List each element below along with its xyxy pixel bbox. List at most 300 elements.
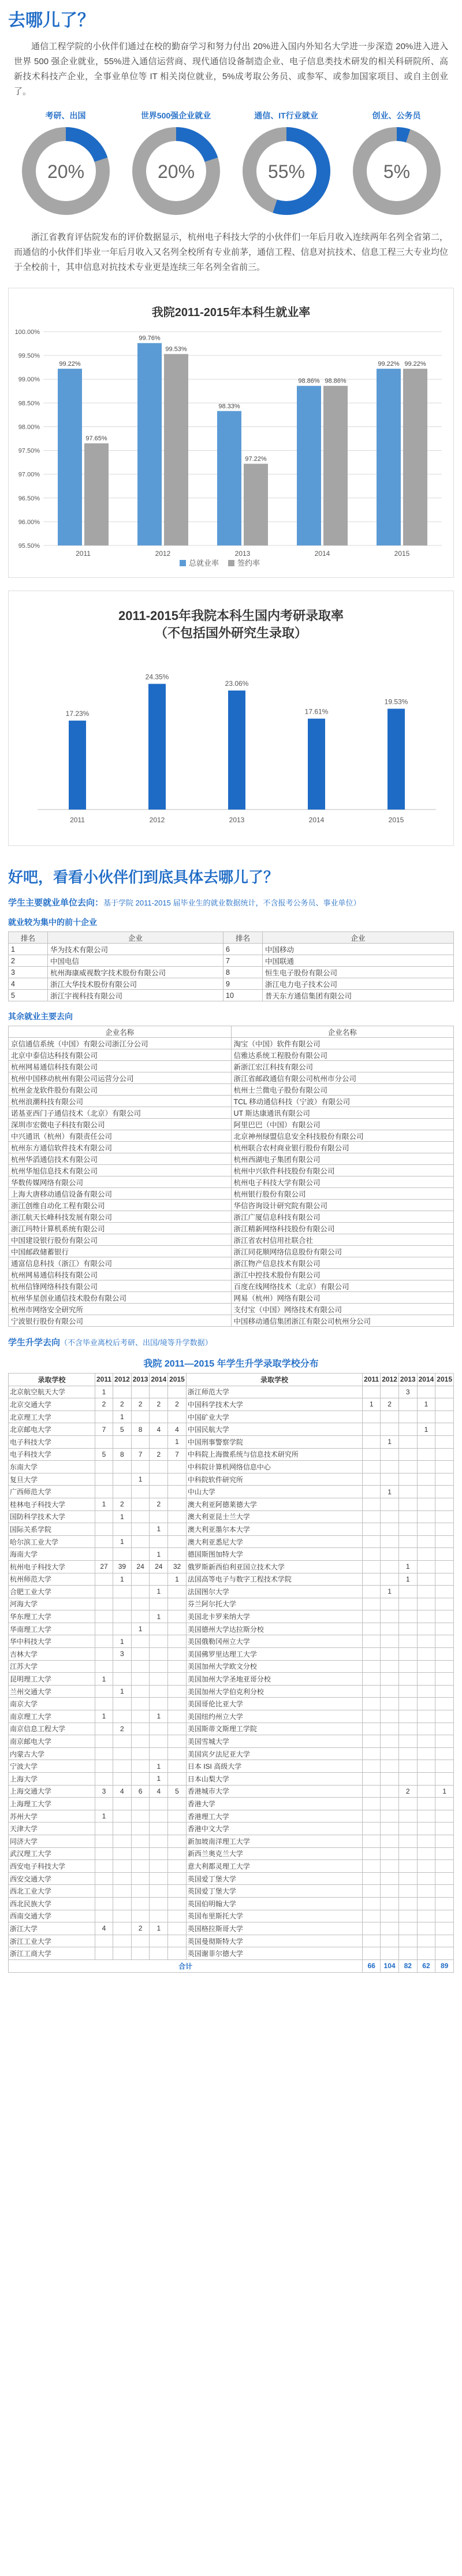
table-cell: [168, 1473, 187, 1486]
table-row: [9, 1280, 454, 1292]
table-cell: 1: [150, 1523, 168, 1536]
y-tick-label: 96.50%: [18, 495, 40, 502]
table-row: [9, 1897, 454, 1910]
table-cell: [381, 1673, 399, 1686]
table-cell: 美国北卡罗来纳大学: [186, 1610, 362, 1623]
table-cell: 杭州西湖电子集团有限公司: [231, 1153, 454, 1165]
table-cell: [168, 1935, 187, 1947]
table-cell: 4: [168, 1423, 187, 1436]
table-cell: [381, 1698, 399, 1710]
table-cell: [363, 1698, 381, 1710]
table-row: [9, 1411, 454, 1423]
table-cell: [417, 1386, 435, 1398]
table-row: [9, 1084, 454, 1096]
table-row: [9, 1165, 454, 1176]
donut-value: 55%: [267, 161, 305, 182]
table-cell: [131, 1910, 150, 1922]
table-cell: [398, 1897, 417, 1910]
table-cell: [168, 1723, 187, 1735]
admission-table-wrap: [8, 1373, 454, 1973]
table-cell: [95, 1860, 113, 1873]
table-cell: 杭州海康威视数字技术股份有限公司: [48, 967, 223, 978]
table-cell: [417, 1411, 435, 1423]
table-cell: 浙江省农村信用社联合社: [231, 1234, 454, 1246]
table-cell: 1: [95, 1710, 113, 1723]
table-cell: [398, 1448, 417, 1461]
bar: [388, 709, 405, 810]
table-cell: 美国纽约州立大学: [186, 1710, 362, 1723]
table-cell: [131, 1897, 150, 1910]
table-cell: [381, 1498, 399, 1510]
table-cell: [381, 1573, 399, 1586]
table-cell: 华东理工大学: [9, 1610, 95, 1623]
table-cell: 西北民族大学: [9, 1897, 95, 1910]
table-cell: [398, 1798, 417, 1810]
table-cell: 日本山梨大学: [186, 1773, 362, 1786]
table-cell: [363, 1747, 381, 1760]
table-cell: 杭州华星创业通信技术股份有限公司: [9, 1292, 232, 1304]
table-cell: [168, 1835, 187, 1847]
table-cell: [113, 1610, 132, 1623]
table-cell: [398, 1760, 417, 1773]
table-cell: 2: [131, 1922, 150, 1935]
table-cell: 8: [131, 1423, 150, 1436]
table-cell: [131, 1498, 150, 1510]
table-row: [9, 1535, 454, 1548]
table-cell: 6: [223, 944, 263, 955]
table-cell: 1: [381, 1586, 399, 1598]
table-cell: [150, 1486, 168, 1498]
column-header: 2012: [113, 1374, 132, 1386]
table-row: [9, 1049, 454, 1061]
y-tick-label: 98.00%: [18, 424, 40, 431]
table-cell: [113, 1386, 132, 1398]
table-cell: 1: [168, 1435, 187, 1448]
table-cell: [417, 1498, 435, 1510]
table-cell: 复旦大学: [9, 1473, 95, 1486]
table-row: [9, 1473, 454, 1486]
table-cell: 3: [398, 1386, 417, 1398]
table-cell: [435, 1523, 454, 1536]
table-cell: 新浙江宏江科技有限公司: [231, 1061, 454, 1072]
data-label: 99.22%: [378, 361, 400, 368]
table-cell: 中国电信: [48, 955, 223, 967]
column-header: 企业名称: [9, 1026, 232, 1038]
table-cell: [95, 1698, 113, 1710]
table-cell: 8: [113, 1448, 132, 1461]
table-cell: [95, 1773, 113, 1786]
table-cell: [417, 1685, 435, 1698]
table-cell: 信雅达系统工程股份有限公司: [231, 1049, 454, 1061]
table-row: [9, 1822, 454, 1835]
table-cell: [168, 1660, 187, 1673]
table-cell: 澳大利亚昆士兰大学: [186, 1510, 362, 1523]
table-row: [9, 1785, 454, 1798]
donut-chart: [130, 125, 222, 217]
table-row: [9, 1810, 454, 1822]
table-cell: [131, 1723, 150, 1735]
table-cell: [363, 1648, 381, 1661]
table-cell: 杭州中兴软件科技股份有限公司: [231, 1165, 454, 1176]
table-cell: [435, 1473, 454, 1486]
table-cell: [398, 1872, 417, 1885]
table-cell: [150, 1860, 168, 1873]
table-cell: [381, 1461, 399, 1473]
table-cell: 恒生电子股份有限公司: [263, 967, 454, 978]
table-cell: [95, 1523, 113, 1536]
donut-label: 通信、IT行业就业: [254, 111, 318, 120]
table-cell: [363, 1885, 381, 1898]
table-cell: [381, 1860, 399, 1873]
table-cell: [381, 1473, 399, 1486]
table-cell: [381, 1947, 399, 1960]
table-cell: [168, 1810, 187, 1822]
table-cell: [168, 1386, 187, 1398]
table-cell: [150, 1411, 168, 1423]
y-tick-label: 100.00%: [14, 329, 40, 336]
y-tick-label: 96.00%: [18, 518, 40, 526]
table-cell: [131, 1798, 150, 1810]
table-cell: 1: [398, 1560, 417, 1573]
table-cell: [113, 1922, 132, 1935]
table-cell: 广西师范大学: [9, 1486, 95, 1498]
table-cell: 英国曼彻斯特大学: [186, 1935, 362, 1947]
table-cell: [131, 1535, 150, 1548]
employment-subtitle: [8, 896, 454, 908]
donut-label: 世界500强企业就业: [140, 111, 211, 120]
table-cell: 1: [113, 1510, 132, 1523]
table-cell: 北京交通大学: [9, 1398, 95, 1411]
table-cell: 澳大利亚墨尔本大学: [186, 1523, 362, 1536]
table-row: [9, 944, 454, 955]
table-cell: [417, 1523, 435, 1536]
table-cell: [417, 1822, 435, 1835]
table-cell: [363, 1610, 381, 1623]
donut-label: 考研、出国: [45, 111, 86, 120]
table-cell: [435, 1448, 454, 1461]
table-cell: [363, 1411, 381, 1423]
table-cell: [131, 1523, 150, 1536]
table-cell: [398, 1835, 417, 1847]
table-cell: 深圳市宏微电子科技有限公司: [9, 1119, 232, 1130]
others-table: [8, 1026, 454, 1327]
table-row: [9, 1107, 454, 1119]
column-header: 2015: [435, 1374, 454, 1386]
table-cell: [435, 1435, 454, 1448]
table-cell: 美国宾夕法尼亚大学: [186, 1747, 362, 1760]
table-cell: 5: [9, 990, 48, 1001]
table-cell: 4: [150, 1785, 168, 1798]
table-cell: 2: [150, 1498, 168, 1510]
table-cell: 27: [95, 1560, 113, 1573]
table-cell: [417, 1448, 435, 1461]
table-cell: 法国图尔大学: [186, 1586, 362, 1598]
table-cell: [381, 1560, 399, 1573]
admission-chart-box: [8, 591, 454, 846]
table-row: [9, 1773, 454, 1786]
y-tick-label: 97.00%: [18, 471, 40, 478]
table-row: [9, 1673, 454, 1686]
table-cell: [398, 1610, 417, 1623]
table-cell: [417, 1785, 435, 1798]
table-cell: 浙江工业大学: [9, 1935, 95, 1947]
data-label: 98.33%: [218, 403, 240, 410]
table-cell: 1: [131, 1473, 150, 1486]
table-cell: 1: [113, 1635, 132, 1648]
table-cell: [398, 1885, 417, 1898]
table-cell: 通富信息科技（浙江）有限公司: [9, 1257, 232, 1269]
table-cell: 杭州信锋网络科技有限公司: [9, 1280, 232, 1292]
table-cell: [381, 1910, 399, 1922]
table-row: [9, 1635, 454, 1648]
table-cell: [95, 1435, 113, 1448]
table-cell: [131, 1947, 150, 1960]
bar: [308, 719, 325, 810]
table-cell: [398, 1648, 417, 1661]
table-cell: [168, 1897, 187, 1910]
table-cell: [113, 1947, 132, 1960]
table-row: [9, 1038, 454, 1049]
table-cell: [417, 1461, 435, 1473]
table-cell: 英国爱丁堡大学: [186, 1872, 362, 1885]
table-cell: [417, 1435, 435, 1448]
column-header: 2011: [363, 1374, 381, 1386]
table-cell: 2: [113, 1398, 132, 1411]
table-cell: [168, 1947, 187, 1960]
table-cell: [381, 1598, 399, 1610]
others-body: [9, 1038, 454, 1327]
table-cell: [417, 1586, 435, 1598]
table-cell: [381, 1423, 399, 1436]
table-cell: [398, 1698, 417, 1710]
table-cell: [168, 1910, 187, 1922]
table-cell: [131, 1648, 150, 1661]
table-cell: 浙江创维自动化工程有限公司: [9, 1200, 232, 1211]
table-cell: 杭州电子科技大学: [9, 1560, 95, 1573]
table-cell: [363, 1735, 381, 1748]
table-cell: 1: [113, 1411, 132, 1423]
table-cell: [168, 1685, 187, 1698]
table-cell: [113, 1486, 132, 1498]
table-row: [9, 1922, 454, 1935]
table-row: [9, 1760, 454, 1773]
table-cell: [381, 1723, 399, 1735]
table-cell: [398, 1660, 417, 1673]
employment-rate-chart: [9, 288, 453, 576]
table-cell: [435, 1498, 454, 1510]
table-cell: 4: [9, 978, 48, 990]
table-cell: [131, 1698, 150, 1710]
table-cell: 1: [95, 1673, 113, 1686]
table-cell: 北京邮电大学: [9, 1423, 95, 1436]
table-cell: 河海大学: [9, 1598, 95, 1610]
further-study-title: [8, 1336, 454, 1348]
table-cell: [381, 1735, 399, 1748]
data-label: 98.86%: [298, 377, 320, 385]
y-tick-label: 98.50%: [18, 400, 40, 407]
table-cell: [150, 1847, 168, 1860]
table-cell: [381, 1386, 399, 1398]
employment-chart-box: [8, 288, 454, 578]
table-cell: 上海理工大学: [9, 1798, 95, 1810]
table-cell: 北京神州绿盟信息安全科技股份有限公司: [231, 1130, 454, 1142]
table-cell: [363, 1660, 381, 1673]
bar: [217, 411, 241, 545]
table-cell: 杭州士兰微电子股份有限公司: [231, 1084, 454, 1096]
table-cell: [131, 1773, 150, 1786]
table-row: [9, 1072, 454, 1084]
table-cell: 中兴通讯（杭州）有限责任公司: [9, 1130, 232, 1142]
bar: [137, 343, 162, 545]
table-cell: [381, 1710, 399, 1723]
table-cell: [95, 1735, 113, 1748]
admission-body: [9, 1386, 454, 1959]
table-cell: [363, 1810, 381, 1822]
table-cell: [113, 1598, 132, 1610]
table-cell: [398, 1411, 417, 1423]
table-cell: 9: [223, 978, 263, 990]
table-cell: 32: [168, 1560, 187, 1573]
x-tick-label: 2011: [70, 816, 85, 824]
table-cell: [95, 1510, 113, 1523]
table-cell: [398, 1398, 417, 1411]
column-header: 企业名称: [231, 1026, 454, 1038]
table-cell: [381, 1885, 399, 1898]
table-cell: [381, 1773, 399, 1786]
donut-value: 20%: [157, 161, 195, 182]
table-cell: 2: [398, 1785, 417, 1798]
admission-rate-chart: [9, 591, 453, 844]
table-cell: [95, 1822, 113, 1835]
table-row: [9, 1386, 454, 1398]
table-cell: [435, 1723, 454, 1735]
table-cell: 中国联通: [263, 955, 454, 967]
bar: [297, 386, 321, 545]
column-header: 排名: [9, 932, 48, 944]
table-cell: [435, 1922, 454, 1935]
column-header: 2015: [168, 1374, 187, 1386]
table-cell: 澳大利亚悉尼大学: [186, 1535, 362, 1548]
table-cell: [398, 1473, 417, 1486]
legend-label: 签约率: [237, 559, 260, 567]
table-cell: 浙江同花顺网络信息股份有限公司: [231, 1246, 454, 1257]
table-cell: [381, 1922, 399, 1935]
table-cell: [168, 1510, 187, 1523]
table-row: [9, 1698, 454, 1710]
column-header: 2013: [398, 1374, 417, 1386]
table-cell: 1: [95, 1498, 113, 1510]
table-cell: [150, 1947, 168, 1960]
table-cell: [168, 1548, 187, 1561]
income-paragraph: 浙江省教育评估院发布的评价数据显示，杭州电子科技大学的小伙伴们一年后月收入连续两年名列全省第二，而通信的小伙伴们毕业一年后月收入又名列全校所有专业前茅，通信工程、信息对抗技术、信息工程三大专业均位于全校前十，其申信息对抗技术专业更是连续三年名列全省前三。: [14, 232, 448, 272]
table-row: [9, 1498, 454, 1510]
table-cell: 美国加州大学圣地亚哥分校: [186, 1673, 362, 1686]
table-cell: [398, 1922, 417, 1935]
table-cell: 中科院软件研究所: [186, 1473, 362, 1486]
table-cell: 英国谢菲尔德大学: [186, 1947, 362, 1960]
table-row: [9, 1685, 454, 1698]
table-cell: [95, 1635, 113, 1648]
table-cell: [150, 1747, 168, 1760]
table-cell: 美国加州大学欧文分校: [186, 1660, 362, 1673]
x-tick-label: 2012: [149, 816, 165, 824]
table-cell: 1: [95, 1386, 113, 1398]
table-cell: [381, 1897, 399, 1910]
table-cell: [398, 1935, 417, 1947]
table-cell: 国防科学技术大学: [9, 1510, 95, 1523]
table-row: [9, 1860, 454, 1873]
table-cell: [398, 1910, 417, 1922]
table-cell: [95, 1610, 113, 1623]
bar: [377, 369, 401, 545]
donut-chart: [240, 125, 333, 217]
table-cell: 电子科技大学: [9, 1448, 95, 1461]
table-row: [9, 1573, 454, 1586]
table-cell: 5: [113, 1423, 132, 1436]
table-cell: 普天东方通信集团有限公司: [263, 990, 454, 1001]
table-cell: [398, 1423, 417, 1436]
table-cell: 1: [9, 944, 48, 955]
table-cell: 10: [223, 990, 263, 1001]
table-cell: 1: [168, 1573, 187, 1586]
table-cell: 1: [435, 1785, 454, 1798]
table-row: [9, 1872, 454, 1885]
table-cell: 1: [150, 1710, 168, 1723]
table-cell: [95, 1623, 113, 1635]
table-row: [9, 1523, 454, 1536]
table-cell: [113, 1760, 132, 1773]
column-header: 排名: [223, 932, 263, 944]
table-cell: 英国格拉斯哥大学: [186, 1922, 362, 1935]
table-cell: [363, 1922, 381, 1935]
table-cell: [95, 1473, 113, 1486]
table-cell: [131, 1598, 150, 1610]
table-cell: [398, 1773, 417, 1786]
table-cell: 1: [113, 1573, 132, 1586]
table-cell: [363, 1560, 381, 1573]
table-cell: [113, 1473, 132, 1486]
table-cell: 中国民航大学: [186, 1423, 362, 1436]
table-cell: [417, 1910, 435, 1922]
table-cell: 华数传媒网络有限公司: [9, 1176, 232, 1188]
table-cell: [417, 1548, 435, 1561]
table-cell: 1: [150, 1922, 168, 1935]
table-cell: 支付宝（中国）网络技术有限公司: [231, 1304, 454, 1315]
table-row: [9, 1623, 454, 1635]
table-cell: [435, 1810, 454, 1822]
table-cell: [150, 1723, 168, 1735]
x-tick-label: 2014: [308, 816, 325, 824]
table-cell: [150, 1635, 168, 1648]
table-cell: [398, 1510, 417, 1523]
table-cell: 日本 ISI 高级大学: [186, 1760, 362, 1773]
table-row: [9, 1200, 454, 1211]
data-label: 98.86%: [325, 377, 346, 385]
table-cell: [435, 1411, 454, 1423]
table-cell: [363, 1573, 381, 1586]
table-cell: [363, 1822, 381, 1835]
table-cell: [95, 1486, 113, 1498]
table-row: [9, 1315, 454, 1327]
donut-value: 5%: [383, 161, 410, 182]
table-cell: 美国德州大学达拉斯分校: [186, 1623, 362, 1635]
table-cell: [363, 1486, 381, 1498]
table-cell: [113, 1660, 132, 1673]
table-cell: 中国矿业大学: [186, 1411, 362, 1423]
table-cell: 英国爱丁堡大学: [186, 1885, 362, 1898]
table-row: [9, 1935, 454, 1947]
table-cell: [435, 1673, 454, 1686]
